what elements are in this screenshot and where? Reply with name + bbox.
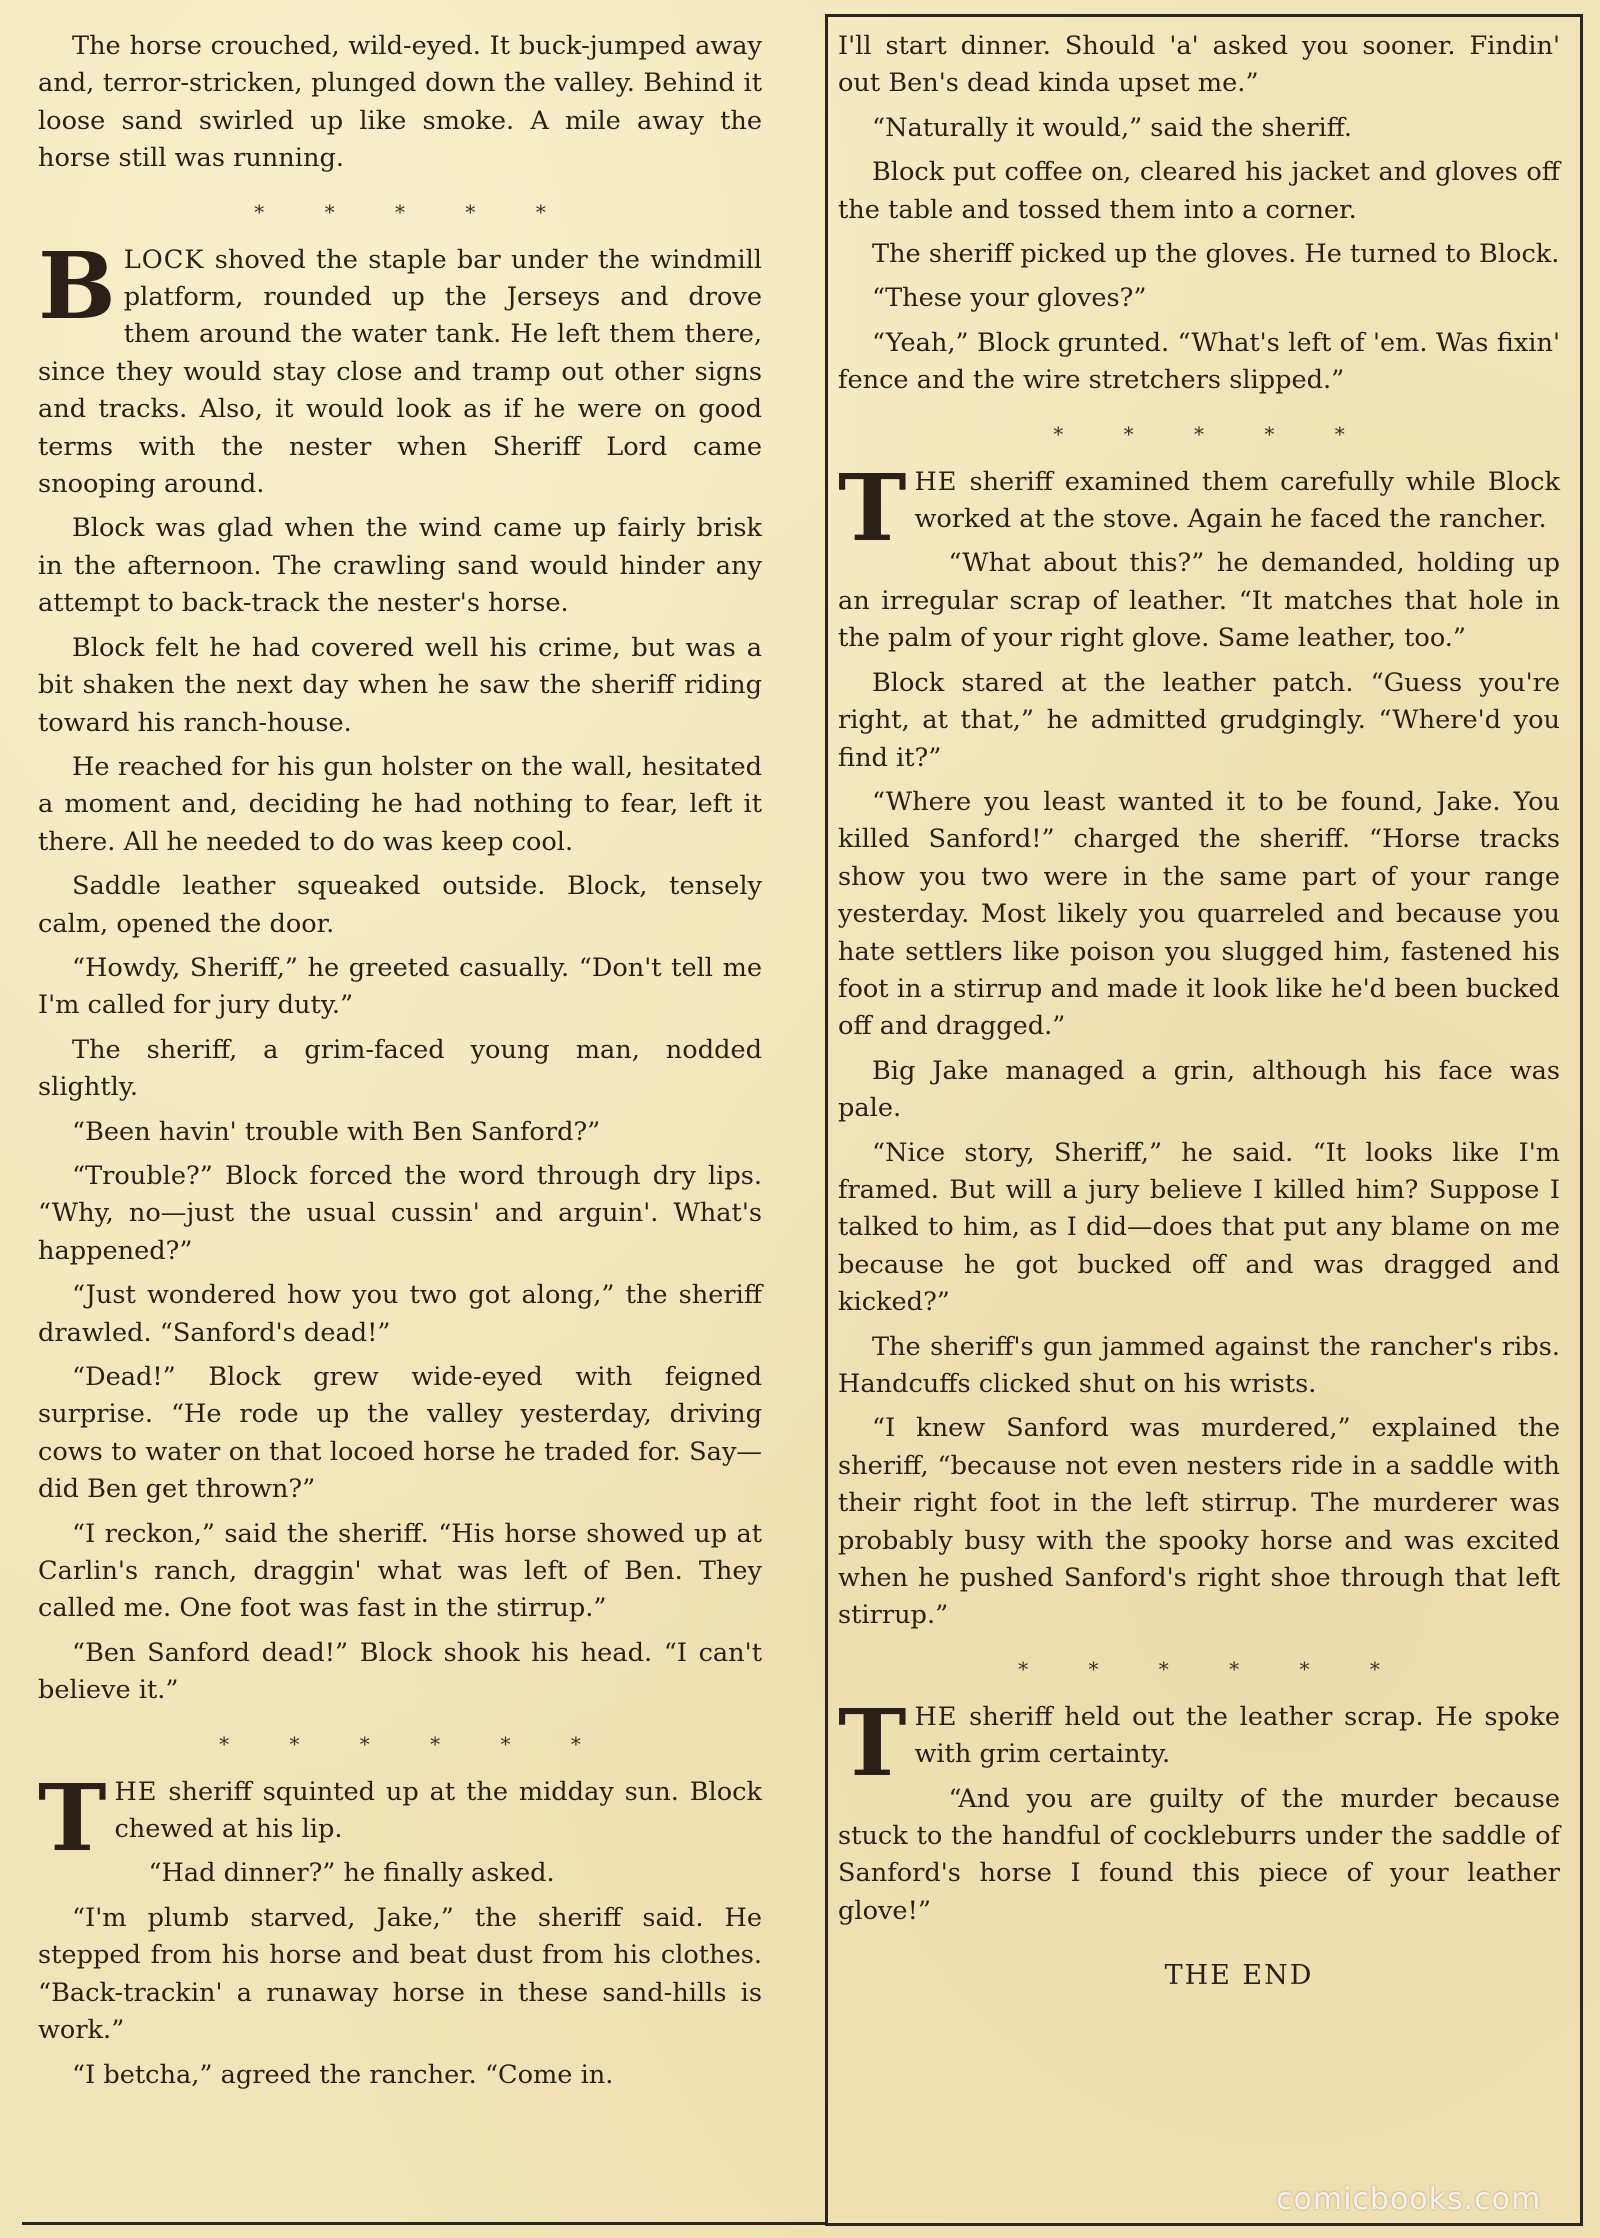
section-break: * * * * * * (219, 1731, 581, 1756)
paragraph: Block felt he had covered well his crime, but was a bit shaken the next day when he saw the sheriff riding toward his ranch-house. (38, 632, 762, 738)
paragraph: Block was glad when the wind came up fairly brisk in the afternoon. The crawling sand would hinder any attempt to back-track the nester's horse. (38, 513, 762, 619)
section-opening-paragraph (838, 453, 1560, 562)
paragraph: Block put coffee on, cleared his jacket and gloves off the table and tossed them into a corner. (838, 157, 1560, 225)
section-break: * * * * * (254, 199, 546, 224)
section-opening-paragraph (838, 1688, 1560, 1797)
paragraph: The sheriff's gun jammed against the rancher's ribs. Handcuffs clicked shut on his wrists. (838, 1331, 1560, 1399)
paragraph: “Trouble?” Block forced the word through dry lips. “Why, no—just the usual cussin' and arguin'. What's happened?” (38, 1160, 762, 1266)
paragraph: He reached for his gun holster on the wall, hesitated a moment and, deciding he had nothing to fear, left it there. All he needed to do was keep cool. (38, 751, 762, 857)
right-column (838, 28, 1560, 1991)
paragraph: The horse crouched, wild-eyed. It buck-jumped away and, terror-stricken, plunged down the valley. Behind it loose sand swirled up like smoke. A mile away the horse still was running. (38, 31, 762, 174)
paragraph: “I knew Sanford was murdered,” explained the sheriff, “because not even nesters ride in a saddle with their right foot in the left stirrup. The murderer was probably busy with the spooky horse and was excited when he pushed Sanford's right shoe through that left stirrup.” (838, 1413, 1560, 1631)
paragraph: Block stared at the leather patch. “Guess you're right, at that,” he admitted grudgingly. “Where'd you find it?” (838, 667, 1560, 773)
paragraph: “I reckon,” said the sheriff. “His horse showed up at Carlin's ranch, draggin' what was left of Ben. They called me. One foot was fast in the stirrup.” (38, 1518, 762, 1624)
paragraph-text: sheriff squinted up at the midday sun. Block chewed at his lip. (114, 1776, 762, 1845)
paragraph: “These your gloves?” (872, 283, 1147, 314)
paragraph: Saddle leather squeaked outside. Block, tensely calm, opened the door. (38, 871, 762, 939)
paragraph-text: shoved the staple bar under the windmill platform, rounded up the Jerseys and drove them around the water tank. He left them there, since they would stay close and tramp out other signs and tracks. Also, it would look as if he were on good terms with the nester when Sheriff Lord came snooping around. (38, 244, 762, 500)
first-word: HE (114, 1776, 158, 1807)
paragraph: “Been havin' trouble with Ben Sanford?” (72, 1116, 601, 1147)
watermark: comicbooks.com (1276, 2182, 1542, 2217)
paragraph: “Had dinner?” he finally asked. (148, 1858, 555, 1889)
paragraph: “I betcha,” agreed the rancher. “Come in. (72, 2059, 614, 2090)
first-word: HE (914, 1701, 958, 1732)
section-break: * * * * * * (1018, 1656, 1380, 1681)
drop-cap: T (838, 453, 907, 562)
section-opening-paragraph (38, 231, 762, 504)
paragraph: “Howdy, Sheriff,” he greeted casually. “Don't tell me I'm called for jury duty.” (38, 952, 762, 1021)
first-word: LOCK (123, 244, 205, 275)
paragraph: Big Jake managed a grin, although his face was pale. (838, 1055, 1560, 1124)
paragraph: “Yeah,” Block grunted. “What's left of 'em. Was fixin' fence and the wire stretchers slipped.” (838, 327, 1560, 396)
paragraph: I'll start dinner. Should 'a' asked you sooner. Findin' out Ben's dead kinda upset me.” (838, 31, 1560, 99)
drop-cap: T (38, 1763, 107, 1872)
bottom-rule (22, 2222, 827, 2225)
drop-cap: B (38, 231, 116, 340)
paragraph: “And you are guilty of the murder because stuck to the handful of cockleburrs under the saddle of Sanford's horse I found this piece of your leather glove!” (838, 1783, 1560, 1926)
paragraph: “Where you least wanted it to be found, Jake. You killed Sanford!” charged the sheriff. “Horse tracks show you two were in the same part of your range yesterday. Most likely you quarreled and because you hate settlers like poison you slugged him, fastened his foot in a stirrup and made it look like he'd been bucked off and dragged.” (838, 786, 1560, 1042)
section-break: * * * * * (1053, 421, 1345, 446)
left-column (38, 28, 762, 2101)
paragraph: “Nice story, Sheriff,” he said. “It looks like I'm framed. But will a jury believe I killed him? Suppose I talked to him, as I did—does that put any blame on me because he got bucked off and was dragged and kicked?” (838, 1137, 1560, 1318)
paragraph: “Dead!” Block grew wide-eyed with feigned surprise. “He rode up the valley yesterday, driving cows to water on that locoed horse he traded for. Say—did Ben get thrown?” (38, 1362, 762, 1505)
paragraph: The sheriff, a grim-faced young man, nodded slightly. (38, 1034, 762, 1103)
paragraph: The sheriff picked up the gloves. He turned to Block. (872, 239, 1560, 270)
drop-cap: T (838, 1688, 907, 1797)
paragraph-text: sheriff examined them carefully while Block worked at the stove. Again he faced the rancher. (914, 466, 1560, 535)
first-word: HE (914, 466, 958, 497)
the-end-label: THE END (1164, 1960, 1314, 1992)
paragraph: “Ben Sanford dead!” Block shook his head. “I can't believe it.” (38, 1637, 762, 1706)
section-opening-paragraph (38, 1763, 762, 1872)
paragraph: “What about this?” he demanded, holding up an irregular scrap of leather. “It matches that hole in the palm of your right glove. Same leather, too.” (838, 548, 1560, 654)
paragraph: “Naturally it would,” said the sheriff. (872, 112, 1353, 143)
paragraph: “I'm plumb starved, Jake,” the sheriff said. He stepped from his horse and beat dust from his clothes. “Back-trackin' a runaway horse in these sand-hills is work.” (38, 1902, 762, 2046)
paragraph: “Just wondered how you two got along,” the sheriff drawled. “Sanford's dead!” (38, 1280, 762, 1348)
paragraph-text: sheriff held out the leather scrap. He spoke with grim certainty. (914, 1701, 1560, 1770)
